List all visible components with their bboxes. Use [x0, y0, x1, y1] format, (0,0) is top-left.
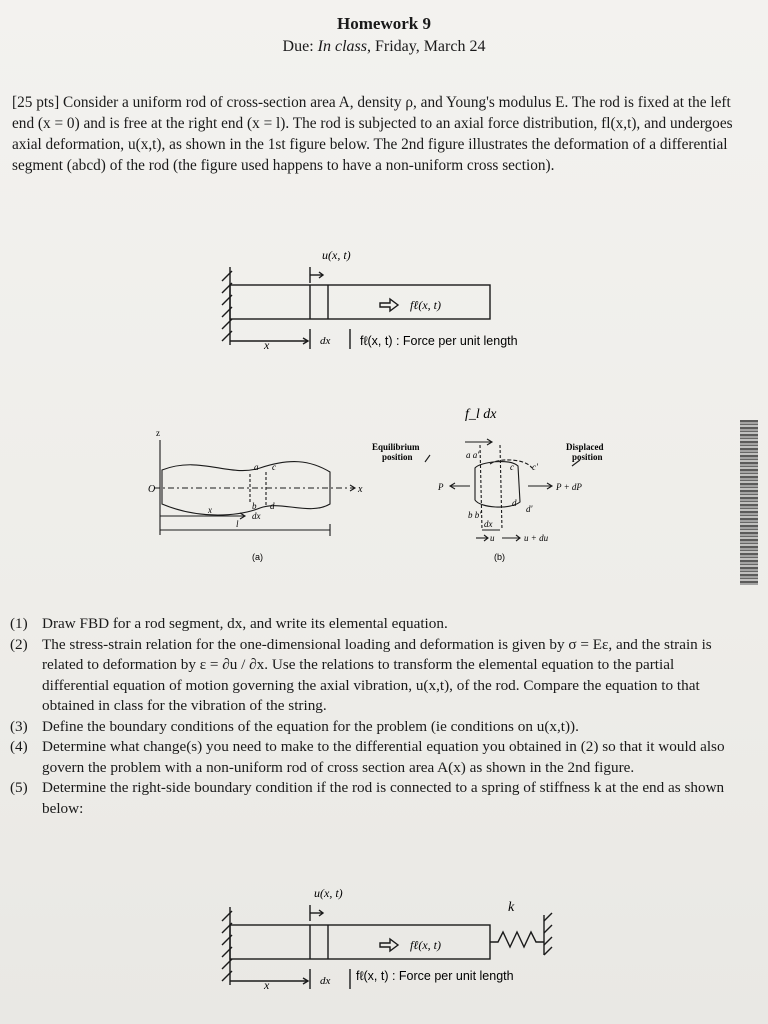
fig2a-x: x [208, 505, 212, 515]
fig2b-u: u [490, 533, 495, 543]
fig2b-udu: u + du [524, 533, 549, 543]
fig2b-PdP: P + dP [556, 482, 582, 492]
due-italic: In class [317, 38, 367, 55]
fig2a-x-axis: x [358, 484, 363, 495]
fig2b-aa: a a' [466, 450, 480, 460]
page-title: Homework 9 [337, 14, 431, 33]
question-text: Determine the right-side boundary condition if the rod is connected to a spring of stiffness k at the end as shown below: [42, 779, 725, 817]
fig2b-d2: d' [526, 504, 533, 514]
fig1-x-label: x [264, 338, 270, 352]
question-item [10, 717, 745, 738]
fig3-caption: fℓ(x, t) : Force per unit length [356, 969, 514, 983]
figure-3-rod-with-spring [200, 885, 580, 1000]
question-list [10, 614, 745, 819]
question-number: (2) [10, 635, 28, 653]
fig3-u-label: u(x, t) [314, 886, 343, 900]
question-text: Draw FBD for a rod segment, dx, and write its elemental equation. [42, 615, 448, 632]
fig1-caption: fℓ(x, t) : Force per unit length [360, 334, 518, 348]
fig2b-dx: dx [484, 519, 493, 529]
fig1-force-label: fℓ(x, t) [410, 298, 441, 312]
question-text: Define the boundary conditions of the equation for the problem (ie conditions on u(x,t)). [42, 717, 579, 735]
fig2b-c: c [510, 462, 514, 472]
question-text: The stress-strain relation for the one-dimensional loading and deformation is given by σ = Eε, and the strain is related to deformation by ε = ∂u / ∂x. Use the relations to transform the elemental equation to the partial differential equation of motion governing the axial vibration, u(x,t), of the rod. Compare the equation to that obtained in class for the vibration of the string. [42, 635, 712, 714]
fig2b-c2: c' [532, 462, 538, 472]
fig2a-c: c [272, 462, 276, 472]
fig2-top-label: f_l dx [465, 407, 497, 422]
question-number: (1) [10, 615, 28, 632]
fig2a-dx: dx [252, 511, 261, 521]
fig2a-l: l [236, 519, 239, 529]
due-line [0, 38, 768, 56]
fig2b-P: P [438, 482, 444, 492]
fig2b-displaced-1: Displaced [566, 442, 604, 452]
question-item [10, 614, 745, 635]
due-prefix: Due: [282, 38, 318, 55]
scan-edge-strip [740, 420, 758, 585]
fig2b-d: d [512, 498, 517, 508]
fig3-x-label: x [264, 978, 270, 992]
points-label: [25 pts] [12, 94, 60, 111]
problem-text: Consider a uniform rod of cross-section area A, density ρ, and Young's modulus E. The rod is fixed at the left end (x = 0) and is free at the right end (x = l). The rod is subjected to an axial force distribution, fl(x,t), and undergoes axial deformation, u(x,t), as shown in the 1st figure below. The 2nd figure illustrates the deformation of a differential segment (abcd) of the rod (the figure used happens to have a non-uniform cross section). [12, 94, 733, 174]
due-suffix: , Friday, March 24 [366, 38, 486, 55]
figure-2-differential-segment [140, 400, 620, 570]
figure-1-rod [200, 245, 560, 360]
fig3-k-label: k [508, 900, 515, 915]
fig2b-displaced-2: position [572, 452, 603, 462]
question-number: (5) [10, 779, 28, 796]
fig2b-equilibrium-1: Equilibrium [372, 442, 420, 452]
fig2a-caption: (a) [252, 552, 263, 562]
fig2a-o: O [148, 484, 156, 495]
fig2a-z: z [156, 428, 160, 438]
fig2b-equilibrium-2: position [382, 452, 413, 462]
question-number: (3) [10, 717, 28, 735]
question-text: Determine what change(s) you need to make to the differential equation you obtained in (2) so that it would also govern the problem with a non-uniform rod of cross section area A(x) as shown in the 2nd figure. [42, 738, 725, 776]
fig2a-d: d [270, 501, 275, 511]
problem-statement [12, 92, 747, 176]
fig2b-caption: (b) [494, 552, 505, 562]
fig2b-bb: b b' [468, 510, 482, 520]
question-item [10, 737, 745, 778]
question-number: (4) [10, 738, 28, 755]
fig3-dx-label: dx [320, 975, 331, 987]
question-item [10, 635, 745, 717]
fig2a-a: a [254, 462, 259, 472]
fig2a-b: b [252, 501, 257, 511]
question-item [10, 778, 745, 819]
fig1-u-label: u(x, t) [322, 248, 351, 262]
fig3-force-label: fℓ(x, t) [410, 938, 441, 952]
fig1-dx-label: dx [320, 335, 331, 347]
